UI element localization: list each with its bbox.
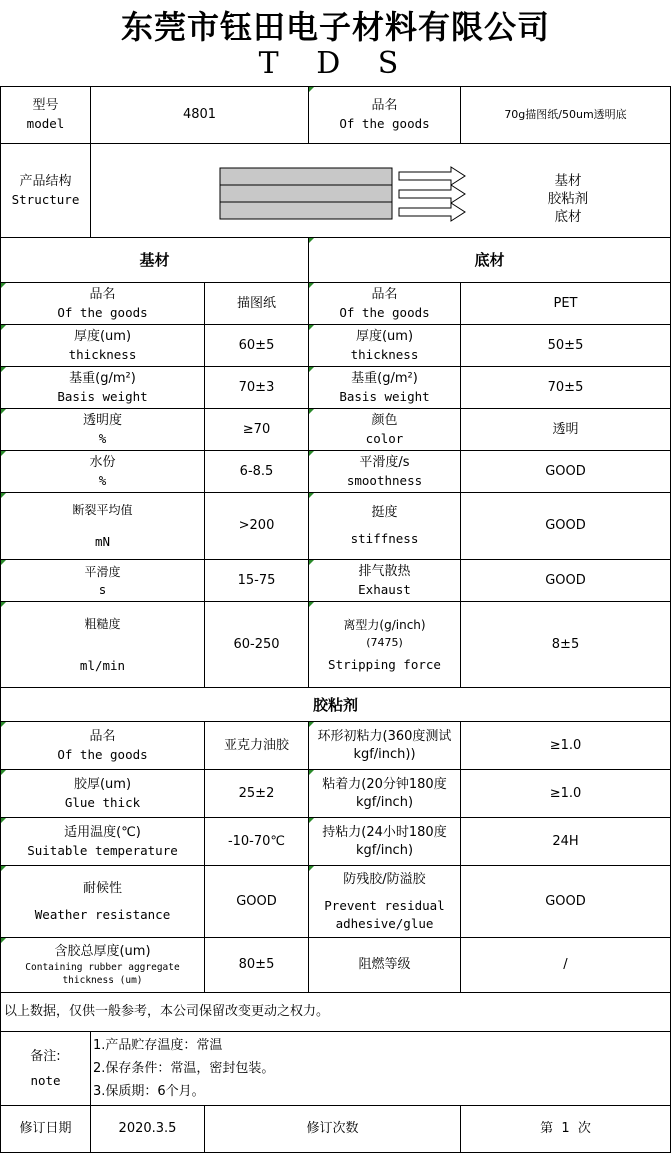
revision-count-label: 修订次数 <box>205 1106 461 1153</box>
table-cell: 水份 % <box>1 451 205 493</box>
table-cell: 挺度 stiffness <box>309 493 461 560</box>
note-item: 1.产品贮存温度：常温 <box>93 1038 223 1053</box>
table-cell: GOOD <box>205 866 309 938</box>
table-cell: 70±3 <box>205 367 309 409</box>
arrow-icon <box>399 203 465 221</box>
table-cell: ≥70 <box>205 409 309 451</box>
table-cell: 基重(g/m²) Basis weight <box>1 367 205 409</box>
table-row <box>1 866 671 938</box>
table-cell: 透明度 % <box>1 409 205 451</box>
layer-base <box>220 168 392 185</box>
table-cell: 粘着力(20分钟180度kgf/inch) <box>309 770 461 818</box>
table-cell: 离型力(g/inch) (7475) Stripping force <box>309 602 461 688</box>
table-cell: 耐候性 Weather resistance <box>1 866 205 938</box>
table-cell: 平滑度/s smoothness <box>309 451 461 493</box>
model-value: 4801 <box>91 87 309 144</box>
table-cell: 持粘力(24小时180度kgf/inch) <box>309 818 461 866</box>
table-cell: 品名 Of the goods <box>1 283 205 325</box>
table-cell: 8±5 <box>461 602 671 688</box>
notes-label: 备注: note <box>1 1032 91 1106</box>
table-cell: GOOD <box>461 866 671 938</box>
arrow-icon <box>399 185 465 203</box>
structure-label: 产品结构 Structure <box>1 144 91 238</box>
table-row <box>1 409 671 451</box>
section-adhesive: 胶粘剂 <box>1 688 671 722</box>
table-cell: 60-250 <box>205 602 309 688</box>
note-item: 2.保存条件：常温，密封包装。 <box>93 1061 275 1076</box>
table-cell: 品名 Of the goods <box>309 283 461 325</box>
table-cell: 基重(g/m²) Basis weight <box>309 367 461 409</box>
table-cell: 亚克力油胶 <box>205 722 309 770</box>
table-row <box>1 770 671 818</box>
table-cell: 24H <box>461 818 671 866</box>
structure-row <box>1 144 671 238</box>
table-cell: 品名 Of the goods <box>1 722 205 770</box>
table-cell: 适用温度(℃) Suitable temperature <box>1 818 205 866</box>
table-cell: 环形初粘力(360度测试 kgf/inch)) <box>309 722 461 770</box>
table-cell: 15-75 <box>205 560 309 602</box>
table-cell: 防残胶/防溢胶 Prevent residual adhesive/glue <box>309 866 461 938</box>
table-cell: 25±2 <box>205 770 309 818</box>
arrow-icon <box>399 167 465 185</box>
table-cell: 80±5 <box>205 938 309 993</box>
table-row <box>1 722 671 770</box>
header-row <box>1 87 671 144</box>
model-label: 型号 model <box>1 87 91 144</box>
notes-list <box>91 1032 671 1106</box>
table-cell: 6-8.5 <box>205 451 309 493</box>
goods-label: 品名 Of the goods <box>309 87 461 144</box>
table-row <box>1 602 671 688</box>
table-cell: ≥1.0 <box>461 722 671 770</box>
table-cell: 阻燃等级 <box>309 938 461 993</box>
layer-labels: 基材 胶粘剂 底材 <box>547 172 589 225</box>
disclaimer-row <box>1 993 671 1032</box>
table-cell: 平滑度 s <box>1 560 205 602</box>
doc-type-title: T D S <box>258 46 413 81</box>
table-cell: 透明 <box>461 409 671 451</box>
disclaimer-text: 以上数据，仅供一般参考，本公司保留改变更动之权力。 <box>1 993 671 1032</box>
notes-row <box>1 1032 671 1106</box>
section-base: 基材 <box>1 238 309 283</box>
table-row <box>1 325 671 367</box>
goods-value: 70g描图纸/50um透明底 <box>461 87 671 144</box>
table-row <box>1 560 671 602</box>
table-row <box>1 283 671 325</box>
table-row <box>1 367 671 409</box>
tds-table <box>0 86 671 1153</box>
table-cell: 厚度(um) thickness <box>1 325 205 367</box>
table-row <box>1 493 671 560</box>
table-cell: 60±5 <box>205 325 309 367</box>
note-item: 3.保质期：6个月。 <box>93 1084 205 1099</box>
table-cell: 50±5 <box>461 325 671 367</box>
company-title: 东莞市钰田电子材料有限公司 <box>120 8 550 46</box>
table-cell: GOOD <box>461 451 671 493</box>
adhesive-section-row <box>1 688 671 722</box>
structure-diagram-cell <box>91 144 671 238</box>
revision-count-value: 第 1 次 <box>461 1106 671 1153</box>
table-cell: 70±5 <box>461 367 671 409</box>
layer-adhesive <box>220 185 392 202</box>
layer-bottom <box>220 202 392 219</box>
table-cell: ≥1.0 <box>461 770 671 818</box>
revision-date-value: 2020.3.5 <box>91 1106 205 1153</box>
table-row <box>1 451 671 493</box>
table-cell: 粗糙度 ml/min <box>1 602 205 688</box>
section-bottom: 底材 <box>309 238 671 283</box>
table-row <box>1 818 671 866</box>
table-cell: 排气散热 Exhaust <box>309 560 461 602</box>
table-cell: 颜色 color <box>309 409 461 451</box>
table-cell: 断裂平均值 mN <box>1 493 205 560</box>
table-cell: 厚度(um) thickness <box>309 325 461 367</box>
table-cell: 描图纸 <box>205 283 309 325</box>
table-cell: >200 <box>205 493 309 560</box>
table-cell: -10-70℃ <box>205 818 309 866</box>
section-header-row <box>1 238 671 283</box>
table-cell: / <box>461 938 671 993</box>
revision-date-label: 修订日期 <box>1 1106 91 1153</box>
table-cell: GOOD <box>461 493 671 560</box>
table-cell: 胶厚(um) Glue thick <box>1 770 205 818</box>
table-cell: GOOD <box>461 560 671 602</box>
table-row <box>1 938 671 993</box>
revision-row <box>1 1106 671 1153</box>
table-cell: PET <box>461 283 671 325</box>
table-cell: 含胶总厚度(um) Containing rubber aggregate thickness (um) <box>1 938 205 993</box>
